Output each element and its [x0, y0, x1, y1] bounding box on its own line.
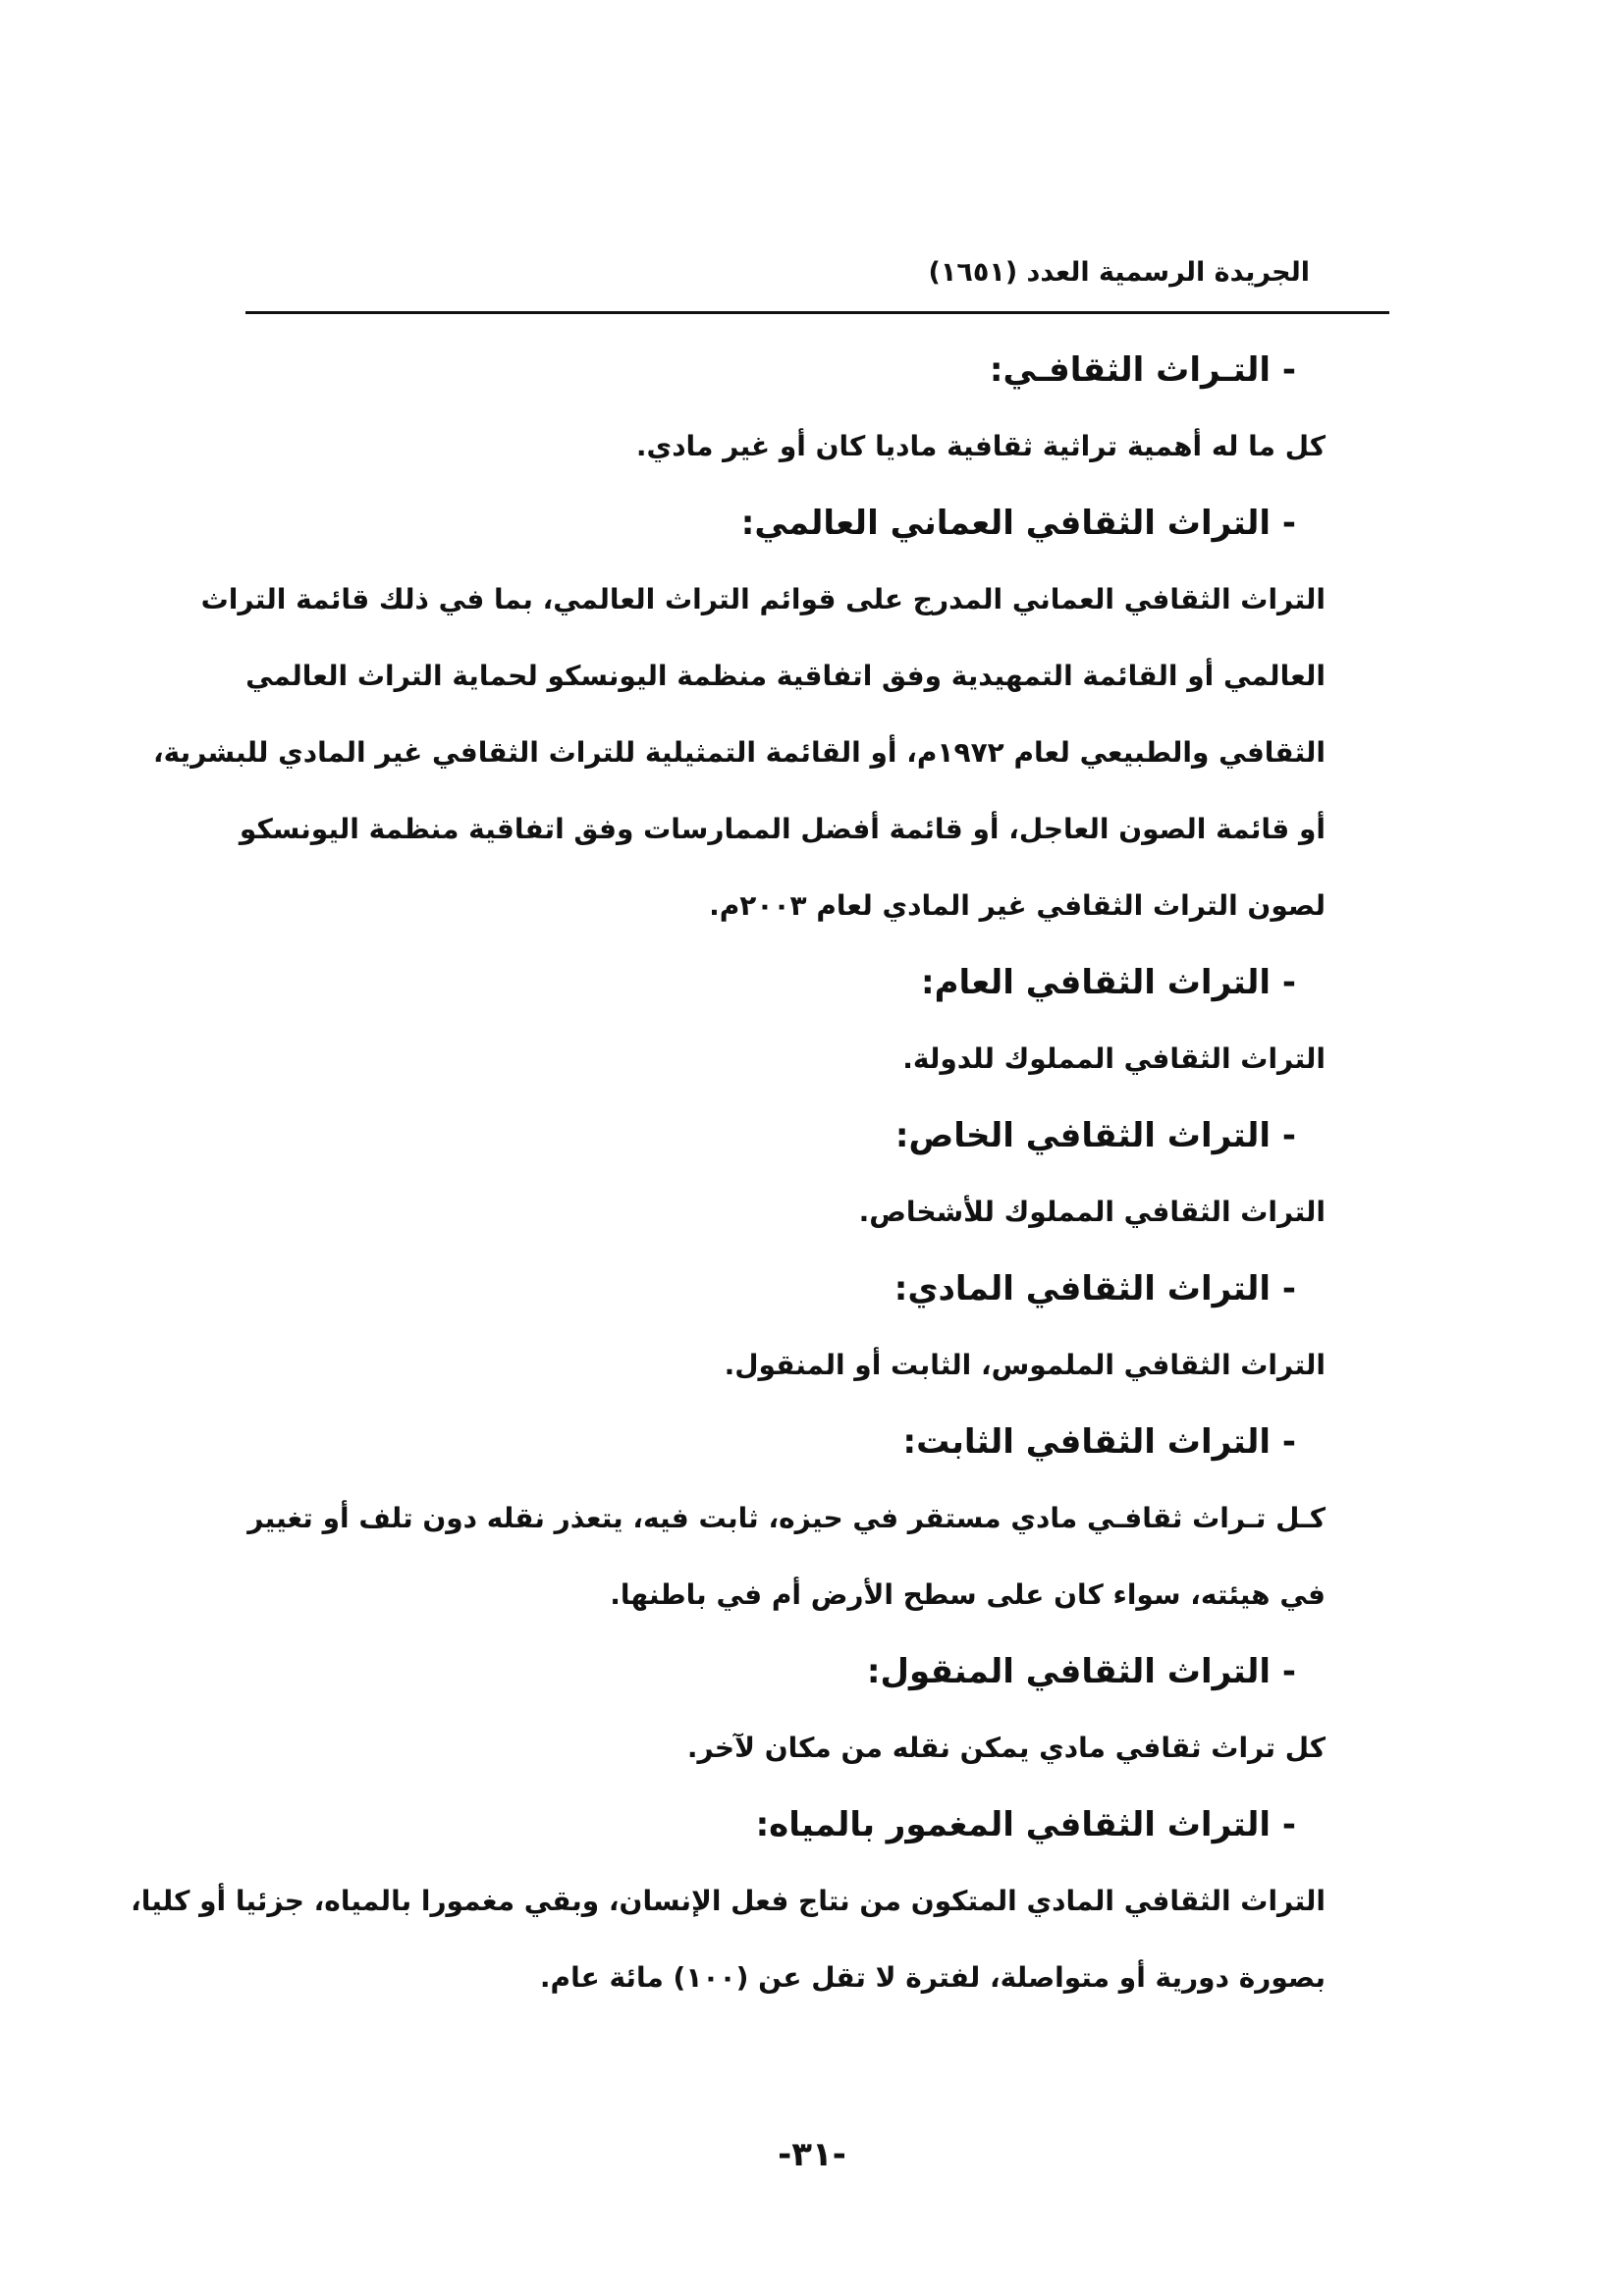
definition-line: بصورة دورية أو متواصلة، لفترة لا تقل عن (١٠٠) مائة عام.	[539, 1961, 1326, 1994]
header-divider	[245, 311, 1389, 314]
definition-line: لصون التراث الثقافي غير المادي لعام ٢٠٠٣م.	[709, 889, 1326, 922]
definition-line: التراث الثقافي المملوك للأشخاص.	[858, 1196, 1326, 1228]
definition-line: أو قائمة الصون العاجل، أو قائمة أفضل الممارسات وفق اتفاقية منظمة اليونسكو	[239, 813, 1326, 845]
definition-line: التراث الثقافي المادي المتكون من نتاج فعل الإنسان، وبقي مغمورا بالمياه، جزئيا أو كليا،	[131, 1885, 1326, 1917]
running-header-title: الجريدة الرسمية العدد (١٦٥١)	[928, 257, 1310, 288]
definition-line: كل تراث ثقافي مادي يمكن نقله من مكان لآخر.	[686, 1732, 1326, 1764]
definition-line: الثقافي والطبيعي لعام ١٩٧٢م، أو القائمة التمثيلية للتراث الثقافي غير المادي للبشرية،	[152, 736, 1326, 769]
term-movable-heritage: - التراث الثقافي المنقول:	[866, 1652, 1296, 1691]
document-body	[131, 332, 1326, 2016]
term-underwater-heritage: - التراث الثقافي المغمور بالمياه:	[755, 1805, 1296, 1844]
page-number: -٣١-	[778, 2135, 846, 2174]
term-cultural-heritage: - التـراث الثقافـي:	[989, 350, 1296, 390]
definition-line: التراث الثقافي الملموس، الثابت أو المنقول.	[724, 1349, 1326, 1381]
term-private-heritage: - التراث الثقافي الخاص:	[894, 1116, 1296, 1155]
definition-line: العالمي أو القائمة التمهيدية وفق اتفاقية منظمة اليونسكو لحماية التراث العالمي	[245, 660, 1326, 692]
definition-omani-world-heritage	[152, 561, 1326, 944]
definition-line: كـل تـراث ثقافـي مادي مستقر في حيزه، ثابت فيه، يتعذر نقله دون تلف أو تغيير	[247, 1502, 1326, 1534]
term-omani-world-heritage: - التراث الثقافي العماني العالمي:	[740, 504, 1296, 543]
definition-line: كل ما له أهمية تراثية ثقافية ماديا كان أو غير مادي.	[635, 430, 1326, 462]
term-immovable-heritage: - التراث الثقافي الثابت:	[902, 1422, 1296, 1462]
definition-tangible-heritage	[241, 1327, 1326, 1404]
definition-cultural-heritage	[241, 408, 1326, 485]
definition-line: التراث الثقافي العماني المدرج على قوائم التراث العالمي، بما في ذلك قائمة التراث	[200, 583, 1326, 615]
definition-private-heritage	[241, 1174, 1326, 1251]
term-public-heritage: - التراث الثقافي العام:	[921, 963, 1296, 1002]
definition-line: في هيئته، سواء كان على سطح الأرض أم في باطنها.	[610, 1578, 1326, 1611]
definition-public-heritage	[241, 1021, 1326, 1097]
definition-immovable-heritage	[241, 1480, 1326, 1633]
definition-underwater-heritage	[131, 1863, 1326, 2016]
definition-movable-heritage	[241, 1710, 1326, 1787]
definition-line: التراث الثقافي المملوك للدولة.	[902, 1042, 1326, 1075]
term-tangible-heritage: - التراث الثقافي المادي:	[893, 1269, 1296, 1308]
